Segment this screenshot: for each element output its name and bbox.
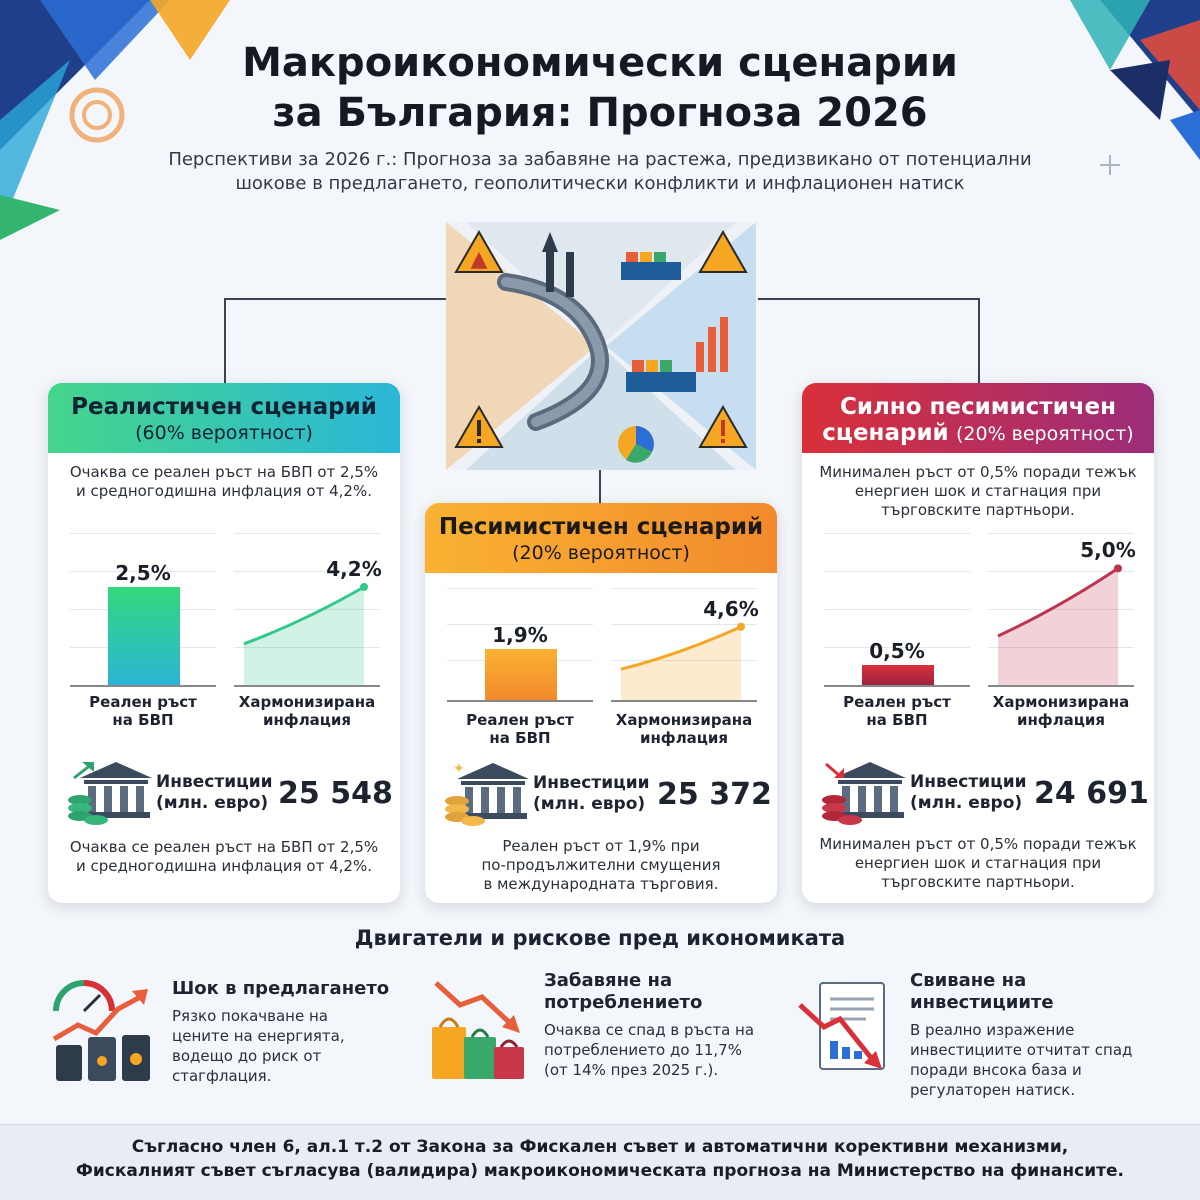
title-line-1: Макроикономически сценарии (242, 40, 958, 86)
footer-line: по-продължителни смущения (481, 856, 721, 874)
gdp-chart (824, 533, 970, 687)
driver-text-line: В реално изражение (910, 1021, 1075, 1039)
scenario-title: Песимистичен сценарий (438, 514, 764, 540)
subtitle-line-2: шокове в предлагането, геополитически конфликти и инфлационен натиск (235, 173, 965, 194)
inflation-chart (611, 588, 757, 702)
investment-label (910, 772, 1027, 814)
inflation-value-label: 4,6% (703, 596, 759, 621)
gridline (824, 571, 970, 572)
driver-investment-contraction (796, 970, 1156, 1100)
baseline (824, 685, 970, 687)
investment-label-line: Инвестиции (533, 773, 650, 793)
scenario-footer (435, 837, 767, 894)
driver-consumption-slowdown (430, 970, 790, 1100)
driver-title-line: Шок в предлагането (172, 978, 390, 999)
document-falling-chart-icon (796, 975, 896, 1085)
baseline (447, 700, 593, 702)
axis-label-line: инфлация (262, 711, 352, 729)
footer-line-2: Фискалният съвет съгласува (валидира) макроикономическата прогноза на Министерство на финансите. (76, 1161, 1124, 1181)
gridline (824, 609, 970, 610)
footer-line: търговските партньори. (881, 873, 1075, 891)
driver-text (172, 1006, 345, 1086)
gdp-bar (485, 649, 557, 700)
scenario-probability: (20% вероятност) (512, 542, 690, 564)
investment-row (802, 758, 1154, 828)
gdp-value-label: 2,5% (115, 560, 171, 585)
investment-label (156, 772, 273, 814)
investment-value: 24 691 (1034, 776, 1149, 811)
bank-coins-icon (443, 759, 529, 829)
gdp-chart (447, 588, 593, 702)
bank-coins-down-icon (820, 758, 906, 828)
gdp-axis-label (58, 693, 228, 729)
driver-title (544, 970, 702, 1014)
inflation-point (1114, 564, 1122, 572)
inflation-axis-label (976, 693, 1146, 729)
inflation-point (360, 583, 368, 591)
oil-barrels-rising-arrow-icon (48, 975, 160, 1085)
investment-row (425, 759, 777, 829)
gdp-value-label: 0,5% (869, 639, 925, 664)
scenario-card-strongly-pessimistic (802, 383, 1154, 903)
scenario-footer (812, 835, 1144, 892)
gridline (824, 533, 970, 534)
footer-line: и средногодишна инфлация от 4,2%. (75, 857, 372, 875)
axis-label-line: Реален ръст (843, 693, 951, 711)
footer-line: Очаква се реален ръст на БВП от 2,5% (69, 838, 379, 856)
inflation-axis-label (599, 711, 769, 747)
investment-label-line: (млн. евро) (156, 793, 269, 813)
gridline (70, 533, 216, 534)
description-line: търговските партньори. (881, 501, 1075, 519)
scenario-header-pessimistic (425, 503, 777, 573)
axis-label-line: Хармонизирана (238, 693, 376, 711)
gdp-bar (862, 665, 934, 685)
axis-label-line: инфлация (639, 729, 729, 747)
investment-value: 25 548 (278, 776, 393, 811)
footer-line-1: Съгласно член 6, ал.1 т.2 от Закона за Фискален съвет и автоматични корективни механизми, (131, 1137, 1069, 1157)
scenario-footer (58, 838, 390, 876)
inflation-value-label: 5,0% (1080, 538, 1136, 563)
driver-title-line: Забавяне на (544, 970, 673, 991)
supply-chain-illustration (446, 222, 756, 470)
axis-label-line: Реален ръст (466, 711, 574, 729)
scenario-header-strongly-pessimistic (802, 383, 1154, 453)
investment-value: 25 372 (657, 777, 772, 812)
footer-line: в международната търговия. (483, 875, 719, 893)
scenario-title: Силно песимистичен (839, 394, 1117, 420)
title-line-2: за България: Прогноза 2026 (272, 90, 928, 136)
investment-label-line: (млн. евро) (533, 794, 646, 814)
inflation-axis-label (222, 693, 392, 729)
legal-footer (0, 1124, 1200, 1200)
page-title (100, 38, 1100, 138)
axis-label-line: Хармонизирана (615, 711, 753, 729)
axis-label-line: на БВП (489, 729, 551, 747)
connector-center-vertical (599, 468, 601, 504)
description-line: Минимален ръст от 0,5% поради тежък (819, 463, 1137, 481)
gdp-bar (108, 587, 180, 685)
scenario-card-realistic (48, 383, 400, 903)
gdp-axis-label (812, 693, 982, 729)
scenario-description (814, 463, 1142, 520)
footer-line: Минимален ръст от 0,5% поради тежък (819, 835, 1137, 853)
connector-right-horizontal (758, 298, 980, 300)
inflation-point (737, 623, 745, 631)
subtitle-line-1: Перспективи за 2026 г.: Прогноза за забавяне на растежа, предизвикано от потенциални (168, 149, 1032, 170)
investment-label-line: Инвестиции (910, 772, 1027, 792)
drivers-section-title: Двигатели и рискове пред икономиката (354, 926, 846, 950)
investment-row (48, 758, 400, 828)
driver-title (910, 970, 1054, 1014)
driver-text-line: водещо до риск от (172, 1047, 322, 1065)
driver-text-line: потреблението до 11,7% (544, 1041, 742, 1059)
axis-label-line: Хармонизирана (992, 693, 1130, 711)
driver-text (544, 1020, 754, 1080)
investment-label (533, 773, 650, 815)
driver-supply-shock (48, 970, 408, 1100)
svg-text:✦: ✦ (453, 761, 465, 777)
baseline (70, 685, 216, 687)
driver-title-line: потреблението (544, 992, 703, 1013)
inflation-value-label: 4,2% (326, 557, 382, 581)
driver-title-line: Свиване на (910, 970, 1027, 991)
scenario-title-line2 (802, 421, 1154, 446)
scenario-title-continued: сценарий (822, 420, 949, 446)
investment-label-line: Инвестиции (156, 772, 273, 792)
driver-title-line: инвестициите (910, 992, 1054, 1013)
scenario-probability: (20% вероятност) (955, 423, 1134, 445)
axis-label-line: на БВП (112, 711, 174, 729)
description-line: Очаква се реален ръст на БВП от 2,5% (69, 463, 379, 481)
connector-left-horizontal (224, 298, 446, 300)
page-subtitle (120, 148, 1080, 196)
shopping-bags-falling-arrow-icon (430, 975, 530, 1085)
driver-text-line: цените на енергията, (172, 1027, 345, 1045)
driver-title (172, 978, 389, 1000)
inflation-chart (988, 533, 1134, 687)
scenario-probability: (60% вероятност) (135, 422, 313, 444)
inflation-chart (234, 533, 380, 687)
connector-right-vertical (978, 298, 980, 386)
axis-label-line: на БВП (866, 711, 928, 729)
scenario-header-realistic (48, 383, 400, 453)
scenario-card-pessimistic (425, 503, 777, 903)
gdp-value-label: 1,9% (492, 622, 548, 647)
gdp-chart (70, 533, 216, 687)
footer-line: Реален ръст от 1,9% при (502, 837, 700, 855)
driver-text-line: инвестициите отчитат спад (910, 1041, 1133, 1059)
scenario-title: Реалистичен сценарий (71, 394, 377, 420)
description-line: енергиен шок и стагнация при (854, 482, 1102, 500)
gridline (447, 588, 593, 589)
driver-text-line: Рязко покачване на (172, 1007, 328, 1025)
driver-text (910, 1020, 1132, 1100)
driver-text-line: регулаторен натиск. (910, 1081, 1076, 1099)
driver-text-line: стагфлация. (172, 1067, 272, 1085)
driver-text-line: (от 14% през 2025 г.). (544, 1061, 719, 1079)
axis-label-line: инфлация (1016, 711, 1106, 729)
connector-left-vertical (224, 298, 226, 386)
footer-line: енергиен шок и стагнация при (854, 854, 1102, 872)
scenario-description (60, 463, 388, 501)
driver-text-line: поради внсока база и (910, 1061, 1082, 1079)
investment-label-line: (млн. евро) (910, 793, 1023, 813)
axis-label-line: Реален ръст (89, 693, 197, 711)
description-line: и средногодишна инфлация от 4,2%. (75, 482, 372, 500)
svg-text:▲: ▲ (470, 247, 488, 272)
driver-text-line: Очаква се спад в ръста на (544, 1021, 755, 1039)
gdp-axis-label (435, 711, 605, 747)
bank-coins-up-icon (66, 758, 152, 828)
